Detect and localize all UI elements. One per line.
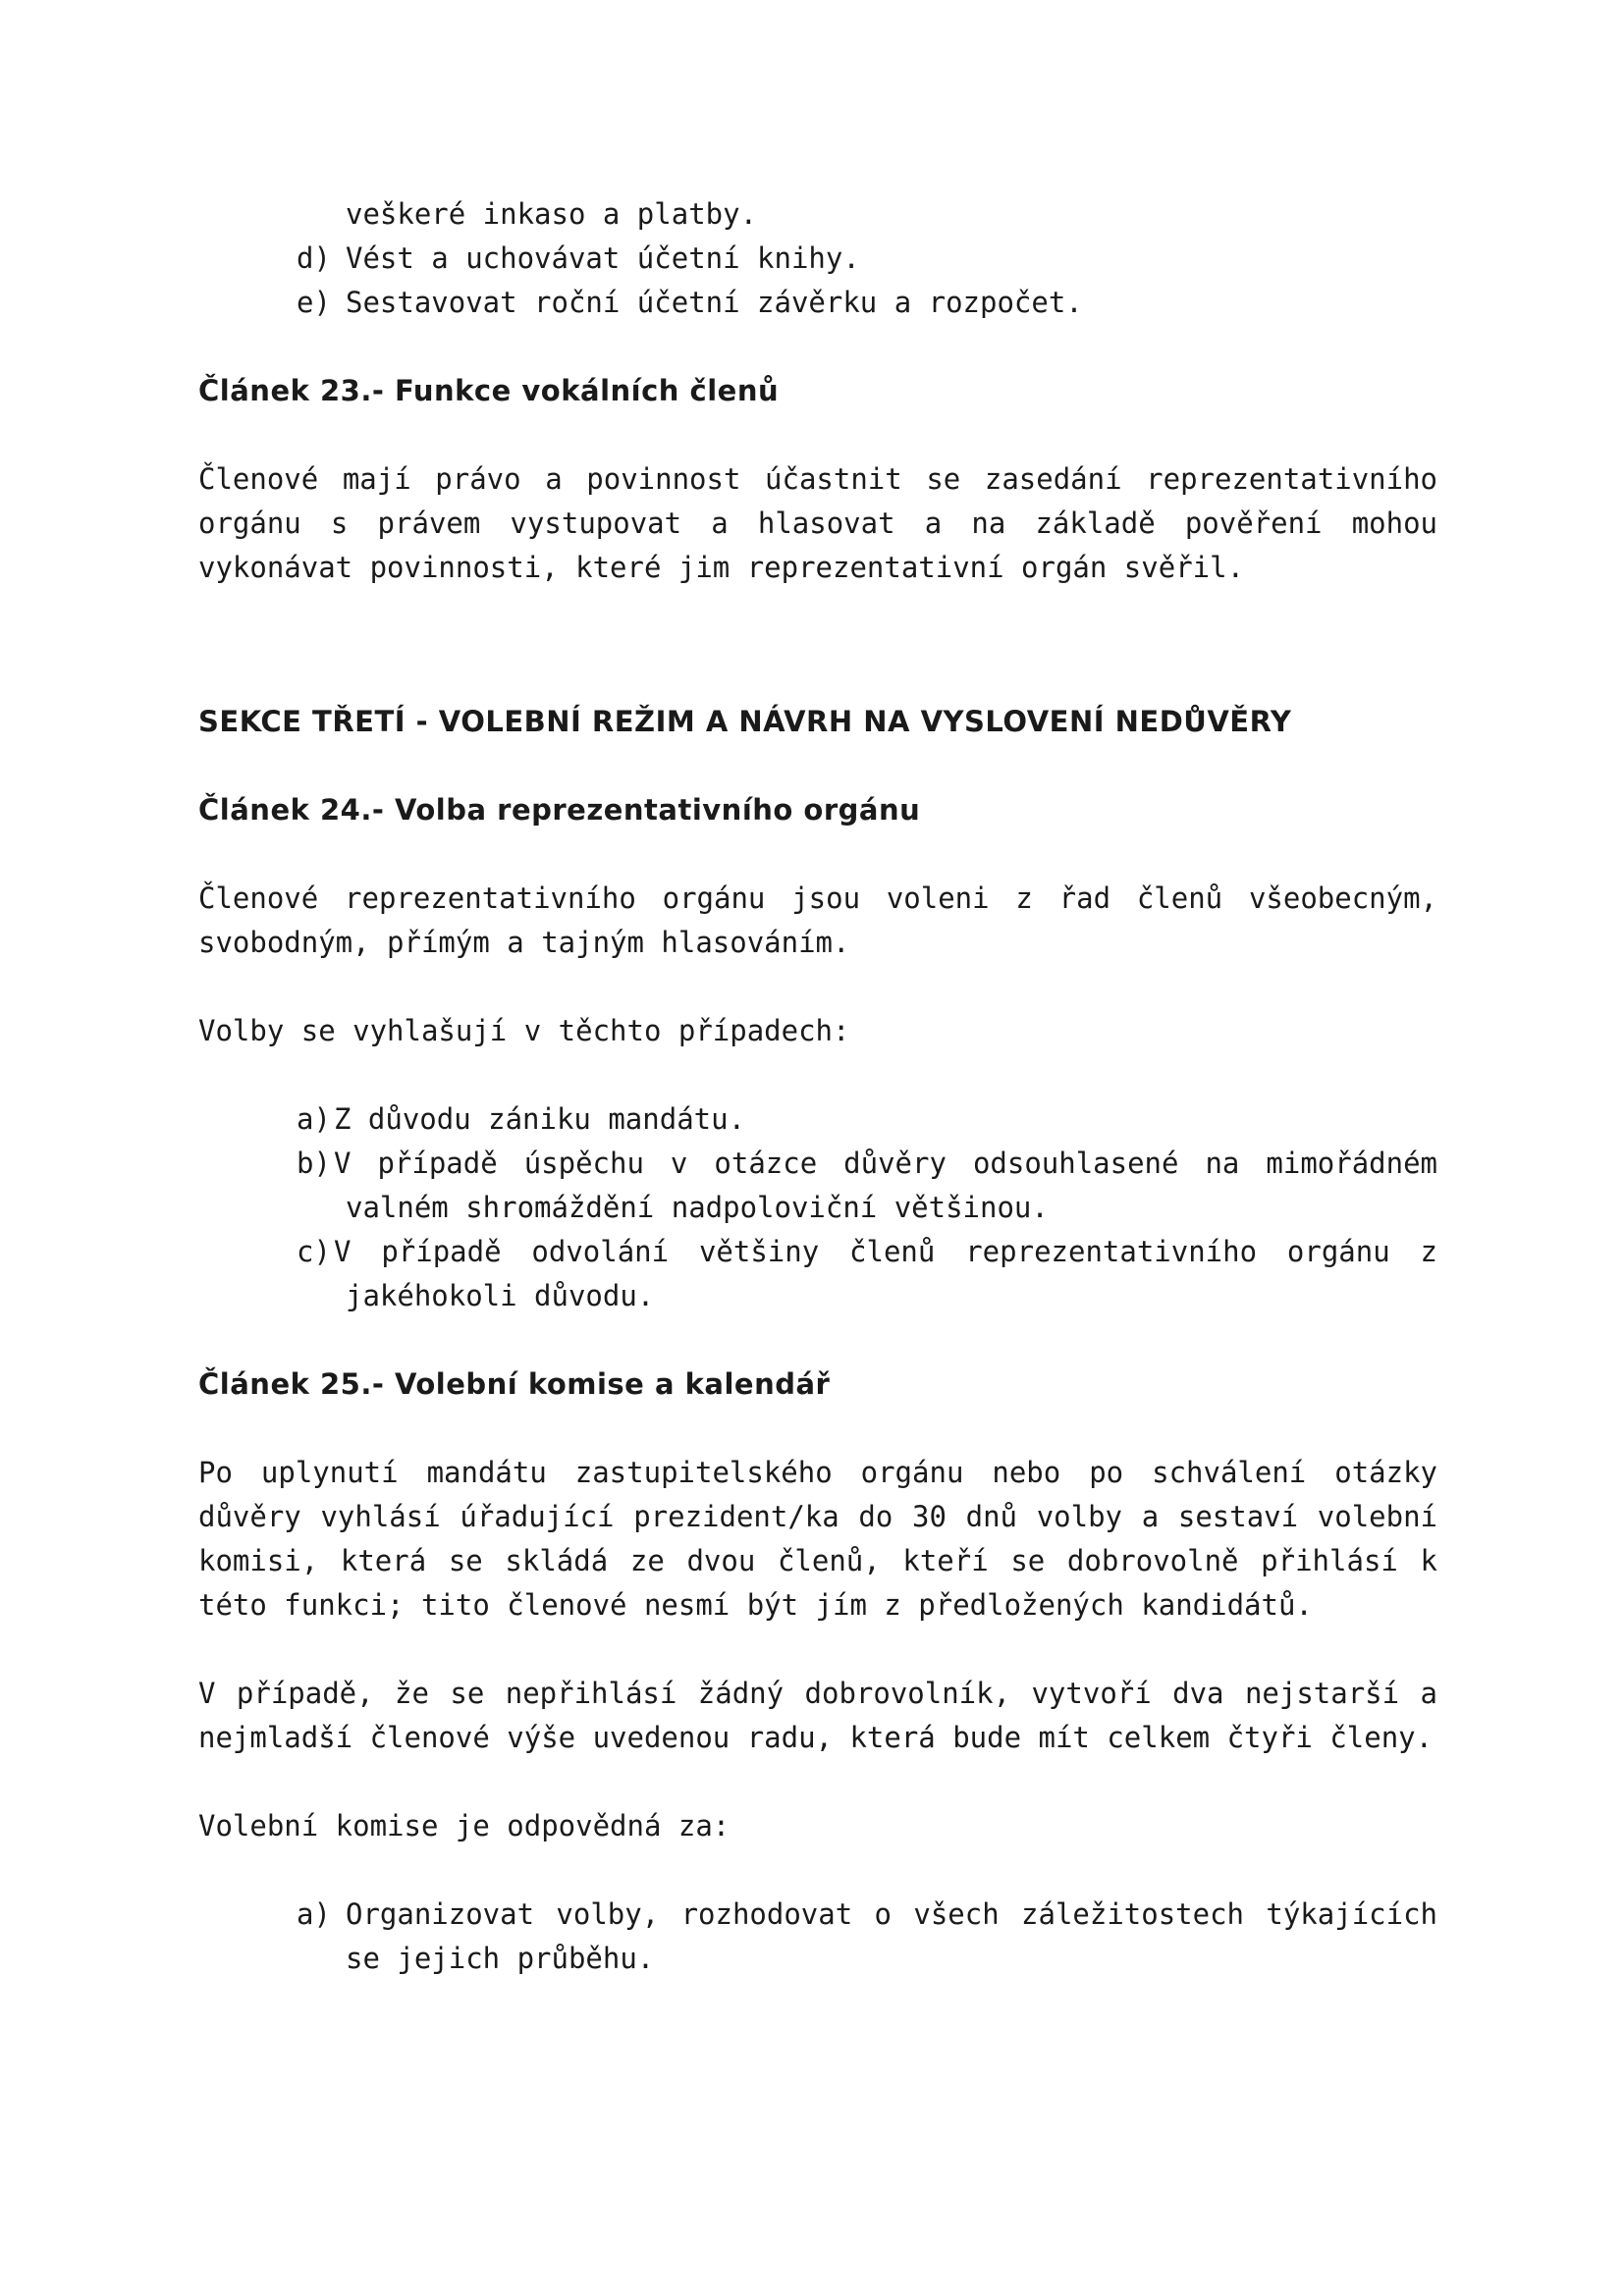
list-item — [297, 1893, 1437, 1981]
list-item — [297, 237, 1437, 281]
article-25-heading: Článek 25.- Volební komise a kalendář — [198, 1367, 831, 1401]
document-page — [198, 192, 1437, 1981]
article-24-paragraph-1: Členové reprezentativního orgánu jsou voleni z řad členů všeobecným, svobodným, přímým a tajným hlasováním. — [198, 881, 1437, 959]
list-marker: a) — [297, 1897, 331, 1931]
list-item-text: Sestavovat roční účetní závěrku a rozpočet. — [346, 286, 1083, 319]
list-marker: a) — [297, 1102, 331, 1136]
list-item — [297, 1097, 1437, 1142]
article-25-paragraph-2: V případě, že se nepřihlásí žádný dobrovolník, vytvoří dva nejstarší a nejmladší členové výše uvedenou radu, která bude mít celkem čtyři členy. — [198, 1677, 1437, 1754]
list-item — [297, 1142, 1437, 1230]
list-item-continuation: veškeré inkaso a platby. — [346, 197, 758, 231]
list-marker: d) — [297, 241, 331, 275]
list-marker: b) — [297, 1147, 331, 1180]
section-3-heading: SEKCE TŘETÍ - VOLEBNÍ REŽIM A NÁVRH NA VYSLOVENÍ NEDŮVĚRY — [198, 705, 1292, 738]
list-item-text: V případě úspěchu v otázce důvěry odsouhlasené na mimořádném valném shromáždění nadpoloviční většinou. — [334, 1147, 1437, 1224]
article-25-paragraph-1: Po uplynutí mandátu zastupitelského orgánu nebo po schválení otázky důvěry vyhlásí úřadující prezident/ka do 30 dnů volby a sestaví volební komisi, která se skládá ze dvou členů, kteří se dobrovolně přihlásí k této funkci; tito členové nesmí být jím z předložených kandidátů. — [198, 1456, 1437, 1622]
list-item-text: Z důvodu zániku mandátu. — [334, 1102, 746, 1136]
list-marker: c) — [297, 1235, 331, 1268]
list-marker: e) — [297, 286, 331, 319]
article-25-paragraph-3: Volební komise je odpovědná za: — [198, 1809, 731, 1842]
article-24-heading: Článek 24.- Volba reprezentativního orgánu — [198, 793, 921, 827]
list-item — [297, 1230, 1437, 1318]
list-item-text: V případě odvolání většiny členů reprezentativního orgánu z jakéhokoli důvodu. — [334, 1235, 1437, 1312]
article-25-list — [198, 1893, 1437, 1981]
list-item-text: Organizovat volby, rozhodovat o všech záležitostech týkajících se jejich průběhu. — [346, 1897, 1437, 1975]
intro-list — [198, 237, 1437, 325]
list-item — [297, 281, 1437, 325]
article-23-body: Členové mají právo a povinnost účastnit se zasedání reprezentativního orgánu s právem vystupovat a hlasovat a na základě pověření mohou vykonávat povinnosti, které jim reprezentativní orgán svěřil. — [198, 462, 1437, 584]
article-23-heading: Článek 23.- Funkce vokálních členů — [198, 374, 780, 407]
article-24-list — [198, 1097, 1437, 1318]
list-item-text: Vést a uchovávat účetní knihy. — [346, 241, 860, 275]
article-24-paragraph-2: Volby se vyhlašují v těchto případech: — [198, 1014, 850, 1047]
